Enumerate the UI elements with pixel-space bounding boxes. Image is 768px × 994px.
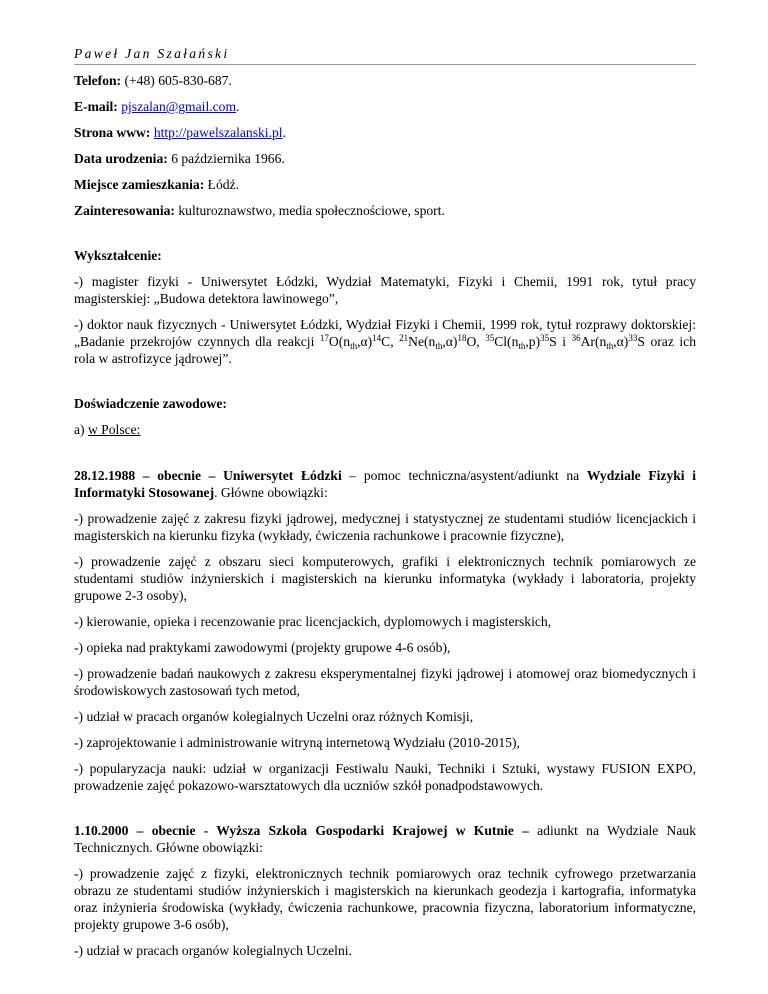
job2-duty: -) prowadzenie zajęć z fizyki, elektronicznych technik pomiarowych oraz technik cyfrowego przetwarzania obrazu ze studentami studiów inżynierskich i magisterskich na kierunkach geodezja i kartografia, informatyka oraz inżynieria środowiska (wykłady, ćwiczenia rachunkowe, pracownia fizyczna, laboratorium informatyczne, projekty grupowe 3-6 osób), [74,866,696,932]
birth-label: Data urodzenia: [74,151,168,166]
email-label: E-mail: [74,99,118,114]
job1-duty: -) udział w pracach organów kolegialnych Uczelni oraz różnych Komisji, [74,709,474,724]
job1-duty: -) prowadzenie zajęć z obszaru sieci komputerowych, grafiki i elektronicznych technik pomiarowych ze studentami studiów inżynierskich i magisterskich na kierunku informatyka (wykłady i laboratoria, projekty grupowe 2-3 osoby), [74,554,696,603]
education-title: Wykształcenie: [74,248,162,263]
residence-value: Łódź. [207,177,239,192]
education-item: -) magister fizyki - Uniwersytet Łódzki, Wydział Matematyki, Fizyki i Chemii, 1991 rok, tytuł pracy magisterskiej: „Budowa detektora lawinowego”, [74,274,696,306]
experience-title: Doświadczenie zawodowe: [74,396,227,411]
job1-duty: -) popularyzacja nauki: udział w organizacji Festiwalu Nauki, Techniki i Sztuki, wystawy FUSION EXPO, prowadzenie zajęć pokazowo-warsztatowych dla uczniów szkół ponadpodstawowych. [74,761,696,793]
birth-value: 6 października 1966. [171,151,285,166]
subsection-poland: w Polsce: [87,422,141,437]
www-trail: . [282,125,286,140]
residence-line [74,176,696,193]
job1-duty: -) zaprojektowanie i administrowanie witryną internetową Wydziału (2010-2015), [74,735,520,750]
job1-duty: -) kierowanie, opieka i recenzowanie prac licencjackich, dyplomowych i magisterskich, [74,614,552,629]
www-line [74,124,696,141]
phone-label: Telefon: [74,73,122,88]
email-line [74,98,696,115]
job2-heading: 1.10.2000 – obecnie - Wyższa Szkoła Gospodarki Krajowej w Kutnie – adiunkt na Wydziale Nauk Technicznych. Główne obowiązki: [74,823,696,855]
phone-value: (+48) 605-830-687. [124,73,232,88]
phone-line [74,72,696,89]
birth-line [74,150,696,167]
interests-value: kulturoznawstwo, media społecznościowe, sport. [178,203,445,218]
email-trail: . [236,99,240,114]
job1-duty: -) opieka nad praktykami zawodowymi (projekty grupowe 4-6 osób), [74,640,451,655]
interests-line [74,202,696,219]
job2-duty: -) udział w pracach organów kolegialnych Uczelni. [74,943,352,958]
page-header-name: Paweł Jan Szałański [74,45,696,65]
job1-duty: -) prowadzenie zajęć z zakresu fizyki jądrowej, medycznej i statystycznej ze studentami studiów licencjackich i magisterskich na kierunku fizyka (wykłady, ćwiczenia rachunkowe i pracownie fizyczne), [74,511,696,543]
email-link[interactable]: pjszalan@gmail.com [121,99,237,114]
job1-heading: 28.12.1988 – obecnie – Uniwersytet Łódzki – pomoc techniczna/asystent/adiunkt na Wydziale Fizyki i Informatyki Stosowanej. Główne obowiązki: [74,468,696,500]
experience-subsection: a) w Polsce: [74,422,141,437]
job1-duty: -) prowadzenie badań naukowych z zakresu eksperymentalnej fizyki jądrowej i atomowej oraz biomedycznych i środowiskowych zastosowań tych metod, [74,666,696,698]
education-item-doctorate: -) doktor nauk fizycznych - Uniwersytet Łódzki, Wydział Fizyki i Chemii, 1999 rok, tytuł rozprawy doktorskiej: „Badanie przekrojów czynnych dla reakcji $^{17}O(n_{th},\alpha)^{14}C$, $^{21}Ne(n_{th},\alpha)^{18}O$, $^{35}Cl(n_{th},p)^{35}S$ i $^{36}Ar(n_{th},\alpha)^{33}S$ oraz ich rola w astrofizyce jądrowej”. [74,317,697,366]
cv-page [74,0,696,959]
interests-label: Zainteresowania: [74,203,175,218]
www-link[interactable]: http://pawelszalanski.pl [153,125,283,140]
residence-label: Miejsce zamieszkania: [74,177,205,192]
www-label: Strona www: [74,125,151,140]
